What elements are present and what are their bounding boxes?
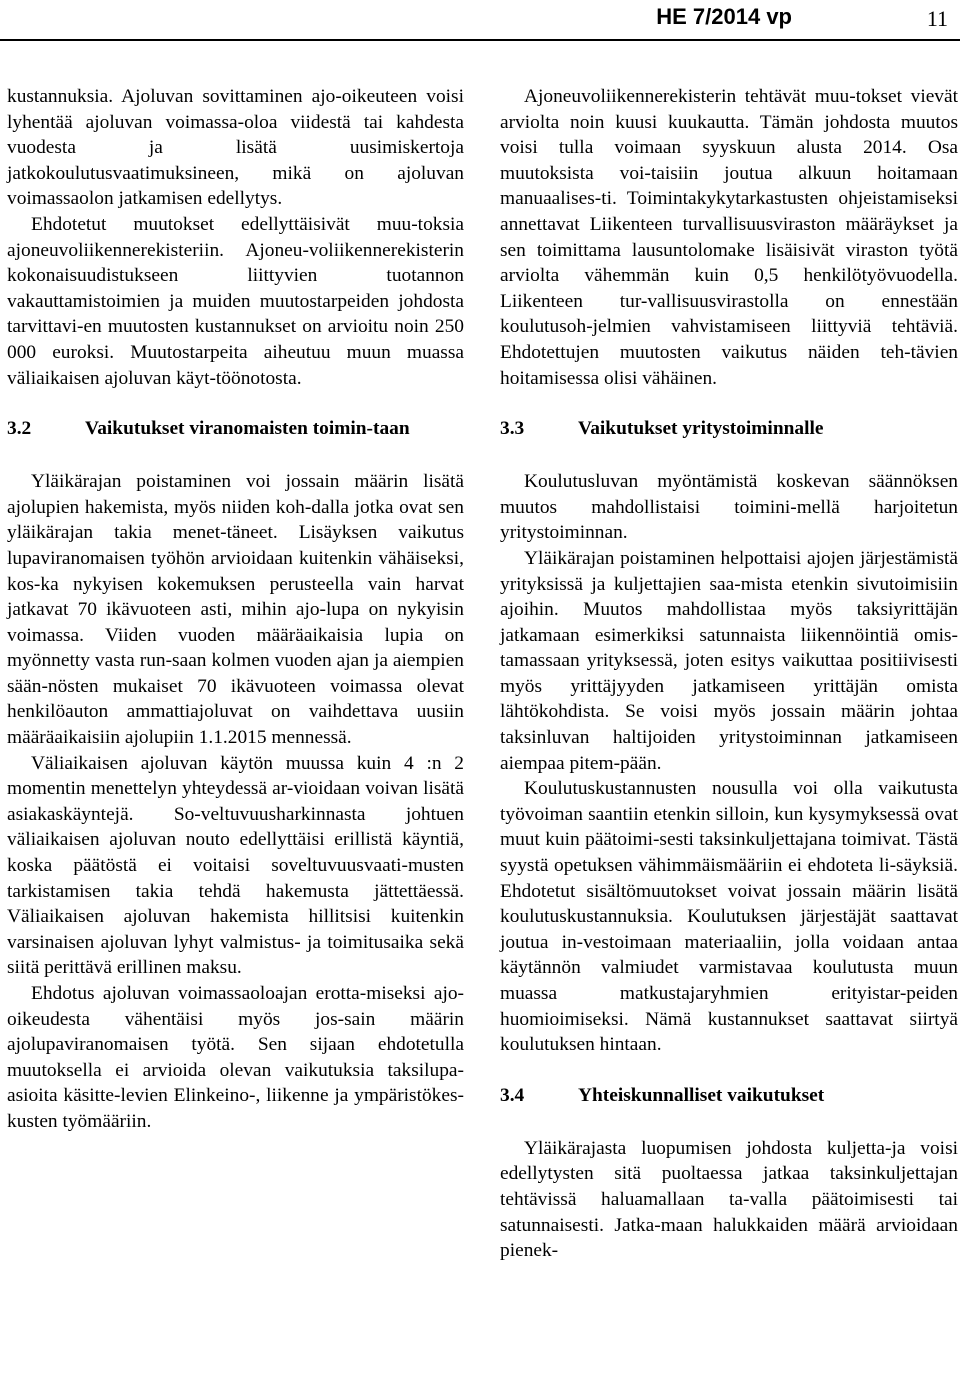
page-header	[0, 0, 960, 44]
left-column	[7, 84, 464, 1135]
document-id: HE 7/2014 vp	[656, 4, 792, 29]
section-heading-3-2	[7, 417, 464, 441]
paragraph: Ehdotus ajoluvan voimassaoloajan erotta-miseksi ajo-oikeudesta vähentäisi myös jos-sain määrin ajolupaviranomaisen työtä. Sen sijaan ehdotetulla muutoksella ei arvioida olevan vaikutuksia taksilupa-asioita käsitte-levien Elinkeino-, liikenne ja ympäristökes-kusten työmääriin.	[7, 983, 464, 1132]
paragraph: Yläikärajan poistaminen helpottaisi ajojen järjestämistä yrityksissä ja kuljettajien saa-mista etenkin sivutoimisiin ajoihin. Muutos mahdollistaa myös taksiyrittäjän jatkamaan esimerkiksi satunnaista liikennöintiä omis-tamassaan yrityksessä, joten esitys vaikuttaa positiivisesti myös yrittäjyyden jatkamiseen yrittäjän omista lähtökohdista. Se voisi myös jossain määrin johtaa taksinluvan haltijoiden yritystoiminnan jatkamiseen aiempaa pitem-pään.	[500, 547, 958, 774]
paragraph: kustannuksia. Ajoluvan sovittaminen ajo-oikeuteen voisi lyhentää ajoluvan voimassa-oloa viidestä tai kahdesta vuodesta ja lisätä uusimiskertoja jatkokoulutusvaatimuksineen, mikä on ajoluvan voimassaolon jatkamisen edellytys.	[7, 86, 464, 210]
paragraph: Yläikärajan poistaminen voi jossain määrin lisätä ajolupien hakemista, myös niiden koh-dalla jotka ovat sen yläikärajan takia menet-täneet. Lisäyksen vaikutus lupaviranomaisen työhön arvioidaan kuitenkin vähäiseksi, kos-ka nykyisen kokemuksen perusteella vain harvat jatkavat 70 ikävuoteen asti, mihin ajo-lupa on nykyisin voimassa. Viiden vuoden määräaikaisia lupia on myönnetty vasta run-saan kolmen vuoden ajan ja aiempien sään-nösten mukaiset 70 ikävuoteen voimassa olevat henkilöauton ammattiajoluvat on vaihdettava uusiin määräaikaisiin ajolupiin 1.1.2015 mennessä.	[7, 471, 464, 749]
section-title: Vaikutukset yritystoiminnalle	[578, 418, 824, 440]
section-title: Vaikutukset viranomaisten toimin-taan	[85, 418, 410, 440]
section-number: 3.4	[500, 1084, 525, 1106]
section-heading-3-3	[500, 417, 958, 441]
paragraph: Ajoneuvoliikennerekisterin tehtävät muu-tokset vievät arviolta noin kuusi kuukautta. Tämän johdosta muutos voisi tulla voimaan syyskuun alusta 2014. Osa muutoksista voi-taisiin joutua alkuun hoitamaan manuaalises-ti. Toimintakykytarkastusten ohjeistamiseksi annettavat Liikenteen turvallisuusviraston määräykset ja sen toimittama lausuntolomake lisäisivät viraston työtä arviolta vähemmän kuin 0,5 henkilötyövuodella. Liikenteen tur-vallisuusvirastolla on ennestään koulutusoh-jelmien vahvistamiseen liittyviä tehtäviä. Ehdotettujen muutosten vaikutus näiden teh-tävien hoitamisessa olisi vähäinen.	[500, 86, 958, 389]
page-number: 11	[926, 6, 948, 31]
section-number: 3.2	[7, 418, 32, 440]
section-number: 3.3	[500, 418, 525, 440]
paragraph: Ehdotetut muutokset edellyttäisivät muu-toksia ajoneuvoliikennerekisteriin. Ajoneu-voliikennerekisterin kokonaisuudistukseen liittyvien tuotannon vakauttamistoimien ja muiden muutostarpeiden johdosta tarvittavi-en muutosten kustannukset on arvioitu noin 250 000 euroksi. Muutostarpeita aiheutuu muun muassa väliaikaisen ajoluvan käyt-töönotosta.	[7, 213, 464, 389]
paragraph: Yläikärajasta luopumisen johdosta kuljetta-ja voisi edellytysten sitä puoltaessa jatkaa taksinkuljettajan tehtävissä haluamallaan ta-valla päätoimisesti tai satunnaisesti. Jatka-maan halukkaiden määrä arvioidaan pienek-	[500, 1137, 958, 1262]
paragraph: Väliaikaisen ajoluvan käytön muussa kuin 4 :n 2 momentin menettelyn yhteydessä ar-vioidaan voivan lisätä asiakaskäyntejä. So-veltuvuusharkinnasta johtuen väliaikaisen ajoluvan nouto edellyttäisi erillistä käyntiä, koska päätöstä ei voitaisi soveltuvuusvaati-musten tarkistamisen takia tehdä hakemusta jättettäessä. Väliaikaisen ajoluvan hakemista hillitsisi kuitenkin varsinaisen ajoluvan lyhyt valmistus- ja toimitusaika sekä siitä perittävä erillinen maksu.	[7, 752, 464, 979]
paragraph: Koulutuskustannusten nousulla voi olla vaikutusta työvoiman saantiin etenkin silloin, kun kysymyksessä ovat muut kuin päätoimi-sesti taksinkuljettajana toimivat. Tästä syystä opetuksen vähimmäismääriin ei ehdoteta li-säyksiä. Ehdotetut sisältömuutokset voivat jossain määrin lisätä koulutuskustannuksia. Koulutuksen järjestäjät saattavat joutua in-vestoimaan materiaaliin, jolla voidaan antaa käytännön valmiudet varmistavaa koulutusta muun muassa matkustajaryhmien erityistar-peiden huomioimiseksi. Nämä kustannukset saattavat siirtyä koulutuksen hintaan.	[500, 778, 958, 1056]
section-title: Yhteiskunnalliset vaikutukset	[578, 1084, 825, 1106]
paragraph: Koulutusluvan myöntämistä koskevan säännöksen muutos mahdollistaisi toimini-mellä harjoitetun yritystoiminnan.	[500, 471, 958, 544]
right-column	[500, 84, 958, 1264]
header-rule	[0, 39, 960, 41]
section-heading-3-4	[500, 1084, 958, 1108]
